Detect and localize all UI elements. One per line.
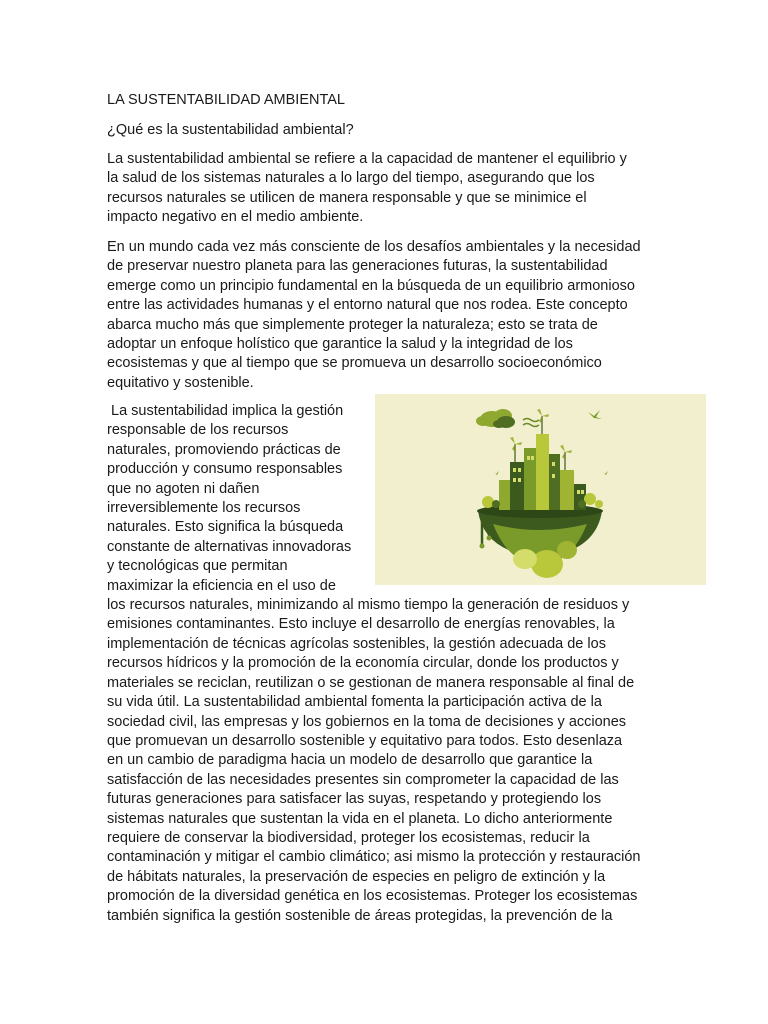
paragraph-line: satisfacción de las necesidades presentes sin comprometer la capacidad de las (107, 771, 619, 788)
paragraph-line: entre las actividades humanas y el entorno natural que nos rodea. Este concepto (107, 297, 628, 314)
paragraph-line: equitativo y sostenible. (107, 374, 254, 391)
paragraph-line: requiere de conservar la biodiversidad, proteger los ecosistemas, reducir la (107, 829, 590, 846)
paragraph-line: La sustentabilidad ambiental se refiere a la capacidad de mantener el equilibrio y (107, 151, 627, 167)
paragraph-line: en un cambio de paradigma hacia un modelo de desarrollo que garantice la (107, 752, 593, 769)
paragraph-line: constante de alternativas innovadoras (107, 538, 352, 555)
paragraph-line: que promuevan un desarrollo sostenible y equitativo para todos. Esto desenlaza (107, 732, 623, 749)
paragraph-3 (107, 402, 667, 926)
paragraph-line: responsable de los recursos (107, 422, 289, 439)
paragraph-line: promoción de la diversidad genética en los ecosistemas. Proteger los ecosistemas (107, 888, 638, 905)
paragraph-line: sociedad civil, las empresas y los gobiernos en la toma de decisiones y acciones (107, 713, 627, 730)
paragraph-line: futuras generaciones para satisfacer las suyas, respetando y protegiendo los (107, 791, 602, 808)
paragraph-line: de hábitats naturales, la preservación de especies en peligro de extinción y la (107, 868, 606, 885)
paragraph-line: contaminación y mitigar el cambio climático; asi mismo la protección y restauración (107, 849, 641, 866)
paragraph-line: naturales, promoviendo prácticas de (107, 441, 341, 458)
paragraph-line: y tecnológicas que permitan (107, 558, 288, 575)
paragraph-line: producción y consumo responsables (107, 461, 343, 478)
paragraph-1 (107, 150, 667, 228)
paragraph-line: adoptar un enfoque holístico que garantice la salud y la integridad de los (107, 336, 573, 353)
paragraph-line: la salud de los sistemas naturales a lo largo del tiempo, asegurando que los (107, 170, 595, 187)
paragraph-2 (107, 238, 667, 393)
paragraph-line: irreversiblemente los recursos (107, 500, 301, 517)
paragraph-line: recursos naturales se utilicen de manera responsable y que se minimice el (107, 189, 587, 206)
paragraph-line: ecosistemas y que al tiempo que se promueva un desarrollo socioeconómico (107, 355, 602, 372)
document-title: LA SUSTENTABILIDAD AMBIENTAL (107, 92, 345, 108)
paragraph-line: su vida útil. La sustentabilidad ambiental fomenta la participación activa de la (107, 694, 602, 711)
paragraph-line: naturales. Esto significa la búsqueda (107, 519, 344, 536)
paragraph-line: implementación de técnicas agrícolas sostenibles, la gestión adecuada de los (107, 635, 606, 652)
paragraph-line: abarca mucho más que simplemente proteger la naturaleza; esto se trata de (107, 316, 598, 333)
paragraph-line: La sustentabilidad implica la gestión (107, 403, 344, 419)
paragraph-line: maximizar la eficiencia en el uso de (107, 577, 336, 594)
paragraph-line: también significa la gestión sostenible de áreas protegidas, la prevención de la (107, 907, 613, 924)
paragraph-line: recursos hídricos y la promoción de la economía circular, donde los productos y (107, 655, 619, 672)
paragraph-line: materiales se reciclan, reutilizan o se gestionan de manera responsable al final de (107, 674, 635, 691)
paragraph-line: emisiones contaminantes. Esto incluye el desarrollo de energías renovables, la (107, 616, 615, 633)
paragraph-line: En un mundo cada vez más consciente de los desafíos ambientales y la necesidad (107, 239, 641, 255)
paragraph-line: sistemas naturales que sustentan la vida en el planeta. Lo dicho anteriormente (107, 810, 613, 827)
paragraph-line: impacto negativo en el medio ambiente. (107, 209, 364, 226)
paragraph-line: que no agoten ni dañen (107, 480, 260, 497)
paragraph-line: los recursos naturales, minimizando al mismo tiempo la generación de residuos y (107, 597, 630, 614)
section-question: ¿Qué es la sustentabilidad ambiental? (107, 122, 354, 138)
paragraph-line: de preservar nuestro planeta para las generaciones futuras, la sustentabilidad (107, 258, 608, 275)
paragraph-line: emerge como un principio fundamental en la búsqueda de un equilibrio armonioso (107, 277, 635, 294)
